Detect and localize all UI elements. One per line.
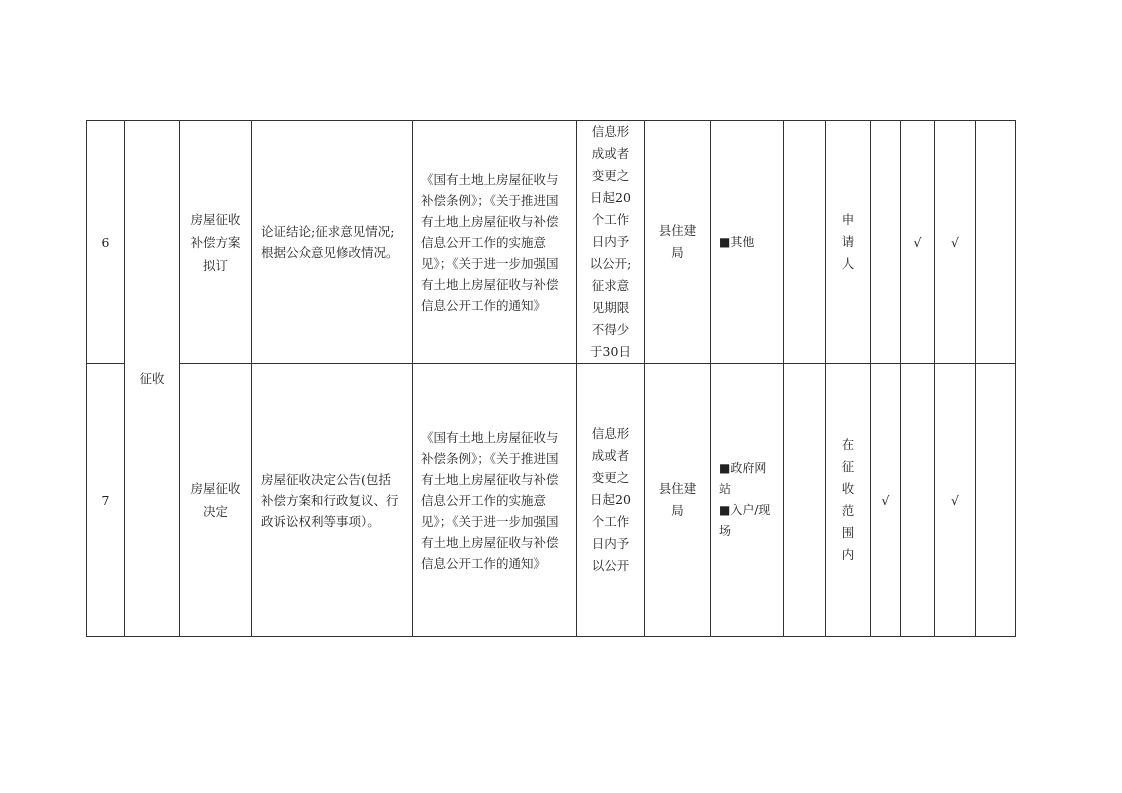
basis-text: 《国有土地上房屋征收与补偿条例》；《关于推进国有土地上房屋征收与补偿信息公开工作的实施意见》；《关于进一步加强国有土地上房屋征收与补偿信息公开工作的通知》 [421, 171, 559, 313]
category-cell [125, 121, 180, 637]
check-cell-a [871, 121, 901, 364]
channel-cell [711, 121, 784, 364]
check-cell-d [976, 364, 1016, 637]
channel-text: ■政府网站 ■入户/现场 [719, 461, 771, 538]
check-cell-c: √ [935, 121, 976, 364]
object-cell [826, 364, 871, 637]
table-row [87, 364, 1016, 637]
time-limit-cell [577, 364, 645, 637]
check-cell-c: √ [935, 364, 976, 637]
channel-text: ■其他 [719, 234, 755, 249]
object-text: 在征收范围内 [841, 437, 855, 562]
content-text: 论证结论;征求意见情况;根据公众意见修改情况。 [261, 224, 399, 260]
content-text: 房屋征收决定公告(包括补偿方案和行政复议、行政诉讼权利等事项）。 [261, 471, 399, 529]
check-cell-b [901, 364, 935, 637]
category-label: 征收 [139, 371, 165, 386]
item-name: 房屋征收决定 [190, 481, 241, 519]
blank-cell [784, 121, 826, 364]
item-name: 房屋征收补偿方案拟订 [190, 211, 241, 273]
subject-cell [645, 121, 711, 364]
row-number: 7 [87, 364, 125, 637]
content-cell [252, 364, 413, 637]
channel-cell [711, 364, 784, 637]
time-limit-cell [577, 121, 645, 364]
item-cell [180, 121, 252, 364]
check-cell-b: √ [901, 121, 935, 364]
item-cell [180, 364, 252, 637]
row-number: 6 [87, 121, 125, 364]
object-text: 申请人 [841, 212, 855, 271]
basis-text: 《国有土地上房屋征收与补偿条例》；《关于推进国有土地上房屋征收与补偿信息公开工作的实施意见》；《关于进一步加强国有土地上房屋征收与补偿信息公开工作的通知》 [421, 429, 559, 571]
basis-cell [413, 364, 577, 637]
object-cell [826, 121, 871, 364]
subject-cell [645, 364, 711, 637]
subject-text: 县住建局 [658, 481, 697, 518]
basis-cell [413, 121, 577, 364]
time-limit-text: 信息形成或者变更之日起20个工作日内予以公开;征求意见期限不得少于30日 [589, 124, 632, 359]
table-row [87, 121, 1016, 364]
check-cell-d [976, 121, 1016, 364]
content-cell [252, 121, 413, 364]
disclosure-table [86, 120, 1016, 637]
subject-text: 县住建局 [658, 223, 697, 260]
check-cell-a: √ [871, 364, 901, 637]
time-limit-text: 信息形成或者变更之日起20个工作日内予以公开 [590, 426, 631, 573]
blank-cell [784, 364, 826, 637]
